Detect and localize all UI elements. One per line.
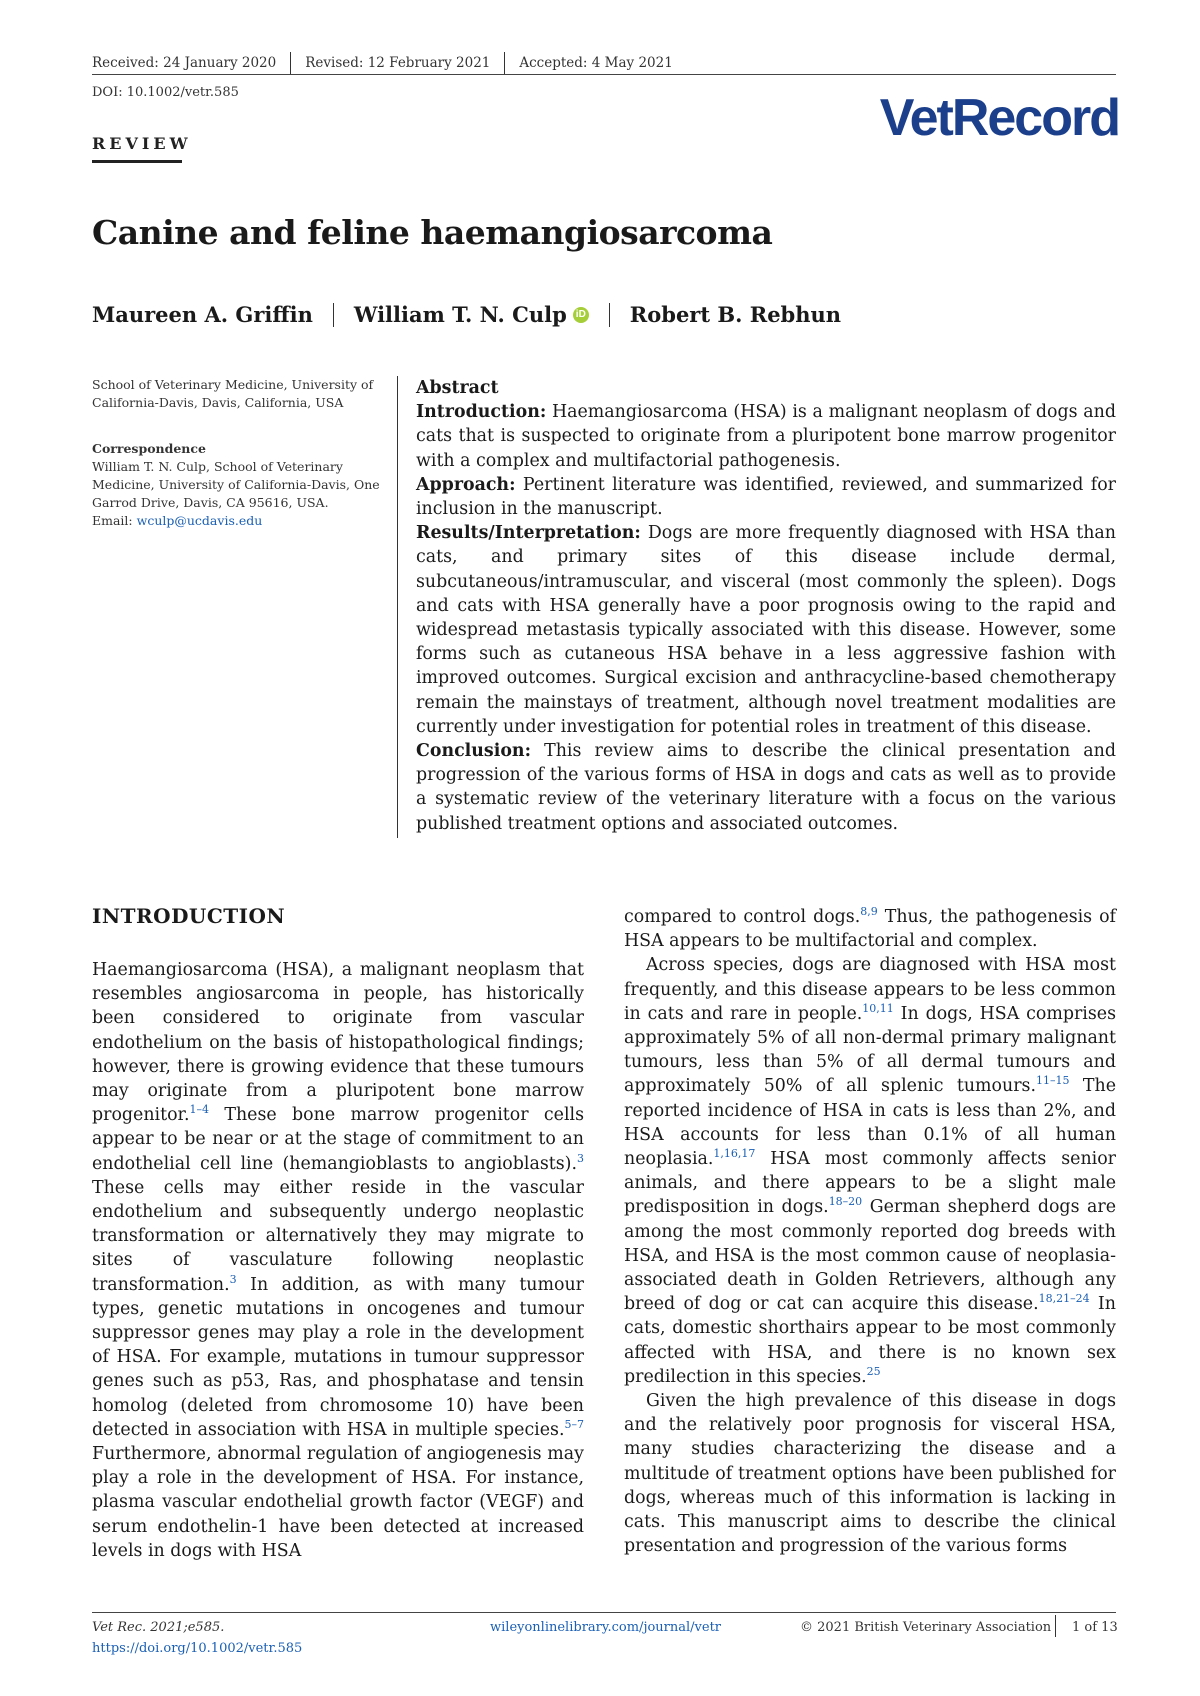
- citation-link[interactable]: 1–4: [189, 1103, 209, 1117]
- citation-link[interactable]: 3: [229, 1272, 237, 1286]
- journal-url-link[interactable]: wileyonlinelibrary.com/journal/vetr: [490, 1620, 722, 1635]
- accepted-date: Accepted: 4 May 2021: [519, 55, 673, 71]
- text: HSA most commonly affects senior animals, and there appears to be a slight male predisposition in dogs.: [624, 1149, 1116, 1218]
- text: The reported incidence of HSA in cats is less than 2%, and HSA accounts for less than 0.1% of all human neoplasia.: [624, 1076, 1116, 1170]
- copyright: © 2021 British Veterinary Association: [800, 1620, 1052, 1635]
- text: Across species, dogs are diagnosed with HSA most frequently, and this disease appears to be less common in cats and rare in people.: [624, 955, 1116, 1024]
- received-date: Received: 24 January 2020: [92, 55, 277, 71]
- citation-link[interactable]: 11–15: [1035, 1074, 1070, 1088]
- affiliation: School of Veterinary Medicine, University of California-Davis, Davis, California, USA: [92, 377, 374, 410]
- abstract-text: Dogs are more frequently diagnosed with HSA than cats, and primary sites of this disease include dermal, subcutaneous/intramuscular, and visceral (most commonly the spleen). Dogs and cats with HSA generally have a poor prognosis owing to the rapid and widespread metastasis typically associated with this disease. However, some forms such as cutaneous HSA behave in a less aggressive fashion with improved outcomes. Surgical excision and anthracycline-based chemotherapy remain the mainstays of treatment, although novel treatment modalities are currently under investigation for potential roles in treatment of this disease.: [416, 523, 1116, 737]
- citation-link[interactable]: 25: [866, 1365, 881, 1379]
- text: In cats, domestic shorthairs appear to be most commonly affected with HSA, and there is no known sex predilection in this species.: [624, 1294, 1116, 1387]
- orcid-icon[interactable]: iD: [573, 307, 589, 323]
- abstract-rule: [397, 376, 398, 838]
- author-name[interactable]: William T. N. Culp: [353, 302, 567, 327]
- divider: [290, 52, 291, 74]
- abstract-text: Haemangiosarcoma (HSA) is a malignant neoplasm of dogs and cats that is suspected to originate from a pluripotent bone marrow progenitor with a complex and multifactorial pathogenesis.: [416, 402, 1116, 471]
- body-column-right: [624, 905, 1116, 1558]
- text: Thus, the pathogenesis of HSA appears to be multifactorial and complex.: [624, 907, 1116, 952]
- email-label: Email:: [92, 513, 137, 528]
- author-name[interactable]: Robert B. Rebhun: [629, 302, 842, 327]
- footer-doi-link[interactable]: https://doi.org/10.1002/vetr.585: [92, 1641, 303, 1656]
- article-dates: [92, 52, 673, 74]
- divider: [1055, 1615, 1056, 1637]
- section-underline: [92, 160, 182, 163]
- text: compared to control dogs.: [624, 907, 861, 927]
- text: In dogs, HSA comprises approximately 5% of all non-dermal primary malignant tumours, less than 5% of all dermal tumours and approximately 50% of all splenic tumours.: [624, 1003, 1116, 1097]
- abstract-text: This review aims to describe the clinical presentation and progression of the various forms of HSA in dogs and cats as well as to provide a systematic review of the veterinary literature with a focus on the various published treatment options and associated outcomes.: [416, 741, 1116, 834]
- revised-date: Revised: 12 February 2021: [305, 55, 491, 71]
- abstract-label: Results/Interpretation:: [416, 523, 641, 544]
- abstract-conclusion: [416, 739, 1116, 836]
- footer-citation: Vet Rec. 2021;e585.: [92, 1620, 225, 1635]
- correspondence-text: William T. N. Culp, School of Veterinary Medicine, University of California-Davis, One Garrod Drive, Davis, CA 95616, USA.: [92, 459, 380, 510]
- text: Furthermore, abnormal regulation of angiogenesis may play a role in the development of HSA. For instance, plasma vascular endothelial growth factor (VEGF) and serum endothelin-1 have been detected at increased levels in dogs with HSA: [92, 1444, 584, 1561]
- header-rule: [92, 74, 1116, 75]
- article-title: Canine and feline haemangiosarcoma: [92, 213, 773, 252]
- email-link[interactable]: wculp@ucdavis.edu: [136, 513, 263, 528]
- abstract-label: Conclusion:: [416, 741, 531, 762]
- divider: [504, 52, 505, 74]
- correspondence-heading: Correspondence: [92, 441, 206, 456]
- text: These bone marrow progenitor cells appear to be near or at the stage of commitment to an endothelial cell line (hemangioblasts to angioblasts).: [92, 1105, 584, 1174]
- citation-link[interactable]: 18,21–24: [1038, 1292, 1090, 1306]
- text: These cells may either reside in the vascular endothelium and subsequently undergo neoplastic transformation or alternatively they may migrate to sites of vasculature following neoplastic transformation.: [92, 1177, 584, 1295]
- divider: [609, 303, 610, 327]
- citation-link[interactable]: 10,11: [862, 1002, 894, 1016]
- paragraph: Given the high prevalence of this disease in dogs and the relatively poor prognosis for visceral HSA, many studies characterizing the disease and a multitude of treatment options have been published for dogs, whereas much of this information is lacking in cats. This manuscript aims to describe the clinical presentation and progression of the various forms: [624, 1391, 1116, 1557]
- citation-link[interactable]: 1,16,17: [713, 1147, 756, 1161]
- email-line: [92, 512, 382, 530]
- citation-link[interactable]: 8,9: [860, 905, 878, 919]
- section-label: REVIEW: [92, 134, 192, 153]
- text: Haemangiosarcoma (HSA), a malignant neoplasm that resembles angiosarcoma in people, has historically been considered to originate from vascular endothelium on the basis of histopathological findings; however, there is growing evidence that these tumours may originate from a pluripotent bone marrow progenitor.: [92, 960, 584, 1126]
- abstract-results: [416, 521, 1116, 739]
- citation-link[interactable]: 18–20: [828, 1195, 863, 1209]
- abstract: [416, 376, 1116, 836]
- paragraph: [624, 905, 1116, 953]
- paragraph: [624, 953, 1116, 1389]
- citation-link[interactable]: 5–7: [564, 1418, 584, 1432]
- journal-logo: VetRecord: [879, 89, 1119, 147]
- body-column-left: [92, 958, 584, 1563]
- correspondence: [92, 440, 382, 530]
- abstract-approach: [416, 473, 1116, 521]
- section-heading: INTRODUCTION: [92, 904, 286, 928]
- author-name[interactable]: Maureen A. Griffin: [92, 302, 313, 327]
- paragraph: [92, 958, 584, 1563]
- abstract-label: Approach:: [416, 474, 516, 495]
- text: In addition, as with many tumour types, genetic mutations in oncogenes and tumour suppressor genes may play a role in the development of HSA. For example, mutations in tumour suppressor genes such as p53, Ras, and phosphatase and tensin homolog (deleted from chromosome 10) have been detected in association with HSA in multiple species.: [92, 1274, 584, 1440]
- page-number: 1 of 13: [1072, 1620, 1118, 1635]
- abstract-label: Introduction:: [416, 402, 547, 423]
- doi: DOI: 10.1002/vetr.585: [92, 85, 239, 100]
- abstract-introduction: [416, 400, 1116, 473]
- divider: [333, 303, 334, 327]
- abstract-heading: Abstract: [416, 378, 499, 398]
- abstract-text: Pertinent literature was identified, reviewed, and summarized for inclusion in the manuscript.: [416, 474, 1116, 520]
- footer-rule: [92, 1612, 1116, 1613]
- citation-link[interactable]: 3: [577, 1151, 584, 1165]
- author-list: [92, 302, 841, 327]
- text: German shepherd dogs are among the most commonly reported dog breeds with HSA, and HSA is the most common cause of neoplasia-associated death in Golden Retrievers, although any breed of dog or cat can acquire this disease.: [624, 1197, 1116, 1315]
